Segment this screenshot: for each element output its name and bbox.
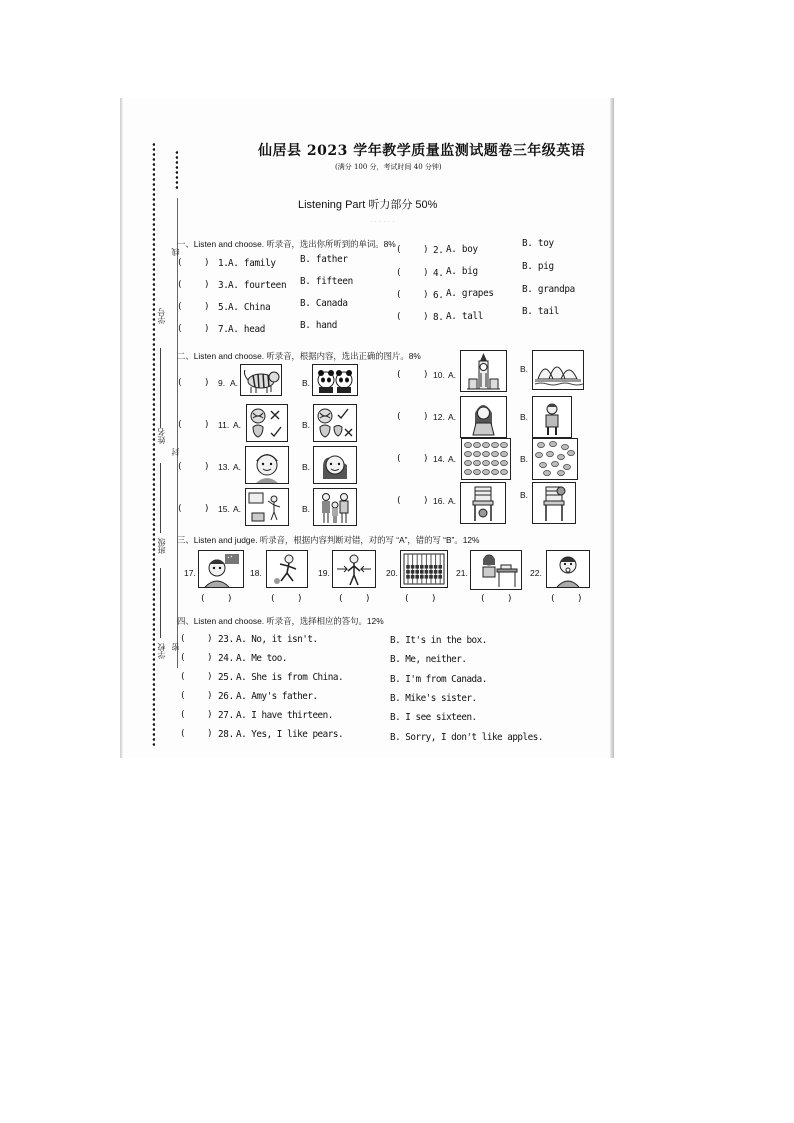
answer-bracket[interactable]: ( ) <box>550 594 583 604</box>
answer-bracket[interactable]: ( ) <box>180 634 213 644</box>
abacus-bead <box>429 575 433 579</box>
abacus-frame <box>404 554 444 584</box>
q2-option-a: A. boy <box>446 244 478 255</box>
q10-option-a: A. <box>448 370 457 380</box>
abacus-bead <box>425 565 429 569</box>
sweet-mark <box>501 469 508 474</box>
body-arrows-icon[interactable] <box>332 550 376 588</box>
label-feng: 封 <box>171 448 180 456</box>
sweet-mark <box>492 442 499 447</box>
abacus-bead <box>438 565 442 569</box>
q1-option-b: B. father <box>300 254 348 265</box>
sweet-mark <box>465 460 472 465</box>
abacus-bead <box>406 575 410 579</box>
answer-bracket[interactable]: ( ) <box>177 378 210 388</box>
q4-option-b: B. pig <box>522 261 554 272</box>
abacus-bead <box>420 570 424 574</box>
sweet-mark <box>492 451 499 456</box>
girl-running-icon[interactable] <box>266 550 308 588</box>
sweet-mark <box>568 450 575 455</box>
q20-number: 20. <box>386 568 398 578</box>
section3-heading: 三、Listen and judge. 听录音，根据内容判断对错，对的写 “A”，错的写 “B”。12% <box>177 535 480 545</box>
q25-number: 25. <box>218 672 234 683</box>
watermelon-strawberry-icon[interactable] <box>313 404 357 442</box>
q3-option-a: A. fourteen <box>228 280 287 291</box>
q5-option-a: A. China <box>228 302 271 313</box>
q27-option-b: B. I see sixteen. <box>390 712 477 723</box>
abacus-bead <box>434 575 438 579</box>
girl-face-icon[interactable] <box>313 446 357 484</box>
sweet-mark <box>501 451 508 456</box>
q24-option-b: B. Me, neither. <box>390 654 467 665</box>
exam-subtitle: (满分 100 分，考试时间 40 分钟) <box>335 163 442 171</box>
sweet-mark <box>483 442 490 447</box>
tiger-icon[interactable] <box>240 364 282 396</box>
sweets-scatter-icon[interactable] <box>532 438 578 480</box>
sweet-mark <box>492 460 499 465</box>
abacus-bead <box>411 565 415 569</box>
abacus-bead <box>425 570 429 574</box>
q13-number: 13. <box>218 462 230 472</box>
sweet-mark <box>483 469 490 474</box>
classroom-icon[interactable] <box>245 488 289 526</box>
q9-option-b: B. <box>302 378 311 388</box>
q22-number: 22. <box>530 568 542 578</box>
answer-bracket[interactable]: ( ) <box>177 280 210 290</box>
label-xuehao: 学号 <box>157 308 166 324</box>
sweet-mark <box>474 451 481 456</box>
sweets-grid-icon[interactable] <box>461 438 511 480</box>
boy-face-icon[interactable] <box>245 446 289 484</box>
q11-number: 11. <box>218 420 230 430</box>
q1-number: 1. <box>218 258 229 269</box>
abacus-bead <box>406 570 410 574</box>
q3-option-b: B. fifteen <box>300 276 353 287</box>
q7-option-b: B. hand <box>300 320 338 331</box>
answer-bracket[interactable]: ( ) <box>180 653 213 663</box>
answer-bracket[interactable]: ( ) <box>180 710 213 720</box>
sweet-mark <box>558 470 565 475</box>
abacus-bead <box>415 570 419 574</box>
q28-option-b: B. Sorry, I don't like apples. <box>390 732 543 743</box>
sweet-mark <box>564 464 571 469</box>
big-ben-icon[interactable] <box>460 350 507 392</box>
boy-icon[interactable] <box>532 396 572 438</box>
sweet-mark <box>536 452 543 457</box>
q8-option-b: B. tail <box>522 306 560 317</box>
q2-option-b: B. toy <box>522 238 554 249</box>
q28-number: 28. <box>218 729 234 740</box>
abacus-bead <box>411 575 415 579</box>
q8-number: 8. <box>433 312 444 323</box>
seal-line <box>177 198 178 668</box>
q28-option-a: A. Yes, I like pears. <box>236 729 344 740</box>
sweet-mark <box>550 441 557 446</box>
q13-option-b: B. <box>302 462 311 472</box>
abacus-bead <box>429 565 433 569</box>
q11-option-b: B. <box>302 420 311 430</box>
q16-option-b: B. <box>520 490 529 500</box>
answer-bracket[interactable]: ( ) <box>177 258 210 268</box>
sweet-mark <box>552 461 559 466</box>
answer-bracket[interactable]: ( ) <box>270 594 303 604</box>
answer-bracket[interactable]: ( ) <box>396 290 429 300</box>
q14-option-a: A. <box>448 454 457 464</box>
answer-bracket[interactable]: ( ) <box>177 324 210 334</box>
sweet-mark <box>501 460 508 465</box>
part-title: Listening Part 听力部分 50% <box>298 199 438 211</box>
sweet-mark <box>465 451 472 456</box>
q23-number: 23. <box>218 634 234 645</box>
answer-bracket[interactable]: ( ) <box>180 691 213 701</box>
q7-number: 7. <box>218 324 229 335</box>
answer-bracket[interactable]: ( ) <box>177 302 210 312</box>
q25-option-b: B. I'm from Canada. <box>390 674 487 685</box>
q15-number: 15. <box>218 504 230 514</box>
q2-number: 2. <box>433 245 444 256</box>
watermelon-strawberry-icon[interactable] <box>246 404 288 442</box>
scan-edge-left <box>120 98 123 758</box>
q5-option-b: B. Canada <box>300 298 348 309</box>
abacus-bead <box>406 565 410 569</box>
q26-option-b: B. Mike's sister. <box>390 693 477 704</box>
answer-bracket[interactable]: ( ) <box>396 496 429 506</box>
sweet-mark <box>465 469 472 474</box>
sweet-mark <box>547 451 554 456</box>
sweet-mark <box>474 460 481 465</box>
q8-option-a: A. tall <box>446 311 484 322</box>
boy-eating-icon[interactable] <box>546 550 590 588</box>
binding-dots-inner <box>175 150 178 190</box>
answer-bracket[interactable]: ( ) <box>396 245 429 255</box>
answer-bracket[interactable]: ( ) <box>396 370 429 380</box>
q10-number: 10. <box>433 370 445 380</box>
abacus-bead <box>434 570 438 574</box>
q7-option-a: A. head <box>228 324 266 335</box>
q24-option-a: A. Me too. <box>236 653 287 664</box>
label-mi: 密 <box>171 643 180 651</box>
sweet-mark <box>540 462 547 467</box>
girl-icon[interactable] <box>460 396 507 438</box>
q1-option-a: A. family <box>228 258 276 269</box>
sweet-mark <box>474 469 481 474</box>
chair-ball-icon[interactable] <box>460 482 506 524</box>
sweet-mark <box>483 460 490 465</box>
answer-bracket[interactable]: ( ) <box>396 268 429 278</box>
q27-option-a: A. I have thirteen. <box>236 710 333 721</box>
q13-option-a: A. <box>233 462 242 472</box>
girl-desk-icon[interactable] <box>470 550 522 590</box>
sweet-mark <box>501 442 508 447</box>
abacus-bead <box>438 570 442 574</box>
q25-option-a: A. She is from China. <box>236 672 344 683</box>
answer-bracket[interactable]: ( ) <box>177 462 210 472</box>
answer-bracket[interactable]: ( ) <box>404 594 437 604</box>
abacus-bead <box>415 575 419 579</box>
q15-option-b: B. <box>302 504 311 514</box>
q12-option-a: A. <box>448 412 457 422</box>
q3-number: 3. <box>218 280 229 291</box>
q21-number: 21. <box>456 568 468 578</box>
abacus-bead <box>420 565 424 569</box>
sweet-mark <box>474 442 481 447</box>
label-xuexiao: 学校 <box>157 643 166 659</box>
scanned-exam-page <box>120 98 614 758</box>
q12-option-b: B. <box>520 412 529 422</box>
binding-dots-outer <box>152 142 155 748</box>
abacus-bead <box>420 575 424 579</box>
answer-bracket[interactable]: ( ) <box>177 504 210 514</box>
section1-heading: 一、Listen and choose. 听录音，选出你所听到的单词。8% <box>177 239 396 249</box>
answer-bracket[interactable]: ( ) <box>180 729 213 739</box>
q4-option-a: A. big <box>446 266 478 277</box>
section4-heading: 四、Listen and choose. 听录音，选择相应的答句。12% <box>177 616 384 626</box>
abacus-icon[interactable] <box>400 550 448 588</box>
answer-bracket[interactable]: ( ) <box>396 412 429 422</box>
q6-number: 6. <box>433 290 444 301</box>
q27-number: 27. <box>218 710 234 721</box>
abacus-bead <box>425 575 429 579</box>
sweet-mark <box>562 444 569 449</box>
q12-number: 12. <box>433 412 445 422</box>
answer-bracket[interactable]: ( ) <box>177 420 210 430</box>
q23-option-b: B. It's in the box. <box>390 635 487 646</box>
scan-edge-right <box>610 98 614 758</box>
abacus-bead <box>438 575 442 579</box>
q26-number: 26. <box>218 691 234 702</box>
answer-bracket[interactable]: ( ) <box>200 594 233 604</box>
section2-heading: 二、Listen and choose. 听录音，根据内容，选出正确的图片。8% <box>177 351 421 361</box>
q16-option-a: A. <box>448 496 457 506</box>
q6-option-b: B. grandpa <box>522 284 575 295</box>
label-xingming: 姓名 <box>157 428 166 444</box>
bleed-through-text: · · · · · · <box>370 218 395 226</box>
xingming-underline <box>160 463 161 533</box>
abacus-bead <box>411 570 415 574</box>
opera-house-icon[interactable] <box>532 350 584 390</box>
q26-option-a: A. Amy's father. <box>236 691 318 702</box>
q14-number: 14. <box>433 454 445 464</box>
label-banji: 班级 <box>157 538 166 554</box>
q9-number: 9. <box>218 378 226 388</box>
q6-option-a: A. grapes <box>446 288 494 299</box>
family-icon[interactable] <box>313 488 357 526</box>
abacus-bead <box>434 565 438 569</box>
q18-number: 18. <box>250 568 262 578</box>
exam-title: 仙居县 2023 学年教学质量监测试题卷三年级英语 <box>258 143 586 159</box>
label-xian: 线 <box>171 248 180 256</box>
q4-number: 4. <box>433 268 444 279</box>
q9-option-a: A. <box>230 378 239 388</box>
sweet-mark <box>544 470 551 475</box>
answer-bracket[interactable]: ( ) <box>338 594 371 604</box>
abacus-bead <box>415 565 419 569</box>
q10-option-b: B. <box>520 364 529 374</box>
sweet-mark <box>483 451 490 456</box>
abacus-bead <box>429 570 433 574</box>
sweet-mark <box>465 442 472 447</box>
banji-underline <box>160 568 161 638</box>
q16-number: 16. <box>433 496 445 506</box>
answer-bracket[interactable]: ( ) <box>396 454 429 464</box>
q17-number: 17. <box>184 568 196 578</box>
q14-option-b: B. <box>520 454 529 464</box>
answer-bracket[interactable]: ( ) <box>480 594 513 604</box>
answer-bracket[interactable]: ( ) <box>180 672 213 682</box>
xuehao-underline <box>160 348 161 428</box>
chair-ball-icon[interactable] <box>532 482 576 524</box>
pandas-icon[interactable] <box>312 364 358 396</box>
q24-number: 24. <box>218 653 234 664</box>
sweet-mark <box>538 442 545 447</box>
boy-flag-icon[interactable] <box>198 550 244 588</box>
q11-option-a: A. <box>233 420 242 430</box>
answer-bracket[interactable]: ( ) <box>396 312 429 322</box>
q15-option-a: A. <box>233 504 242 514</box>
q23-option-a: A. No, it isn't. <box>236 634 318 645</box>
sweet-mark <box>492 469 499 474</box>
q19-number: 19. <box>318 568 330 578</box>
q5-number: 5. <box>218 302 229 313</box>
sweet-mark <box>558 454 565 459</box>
